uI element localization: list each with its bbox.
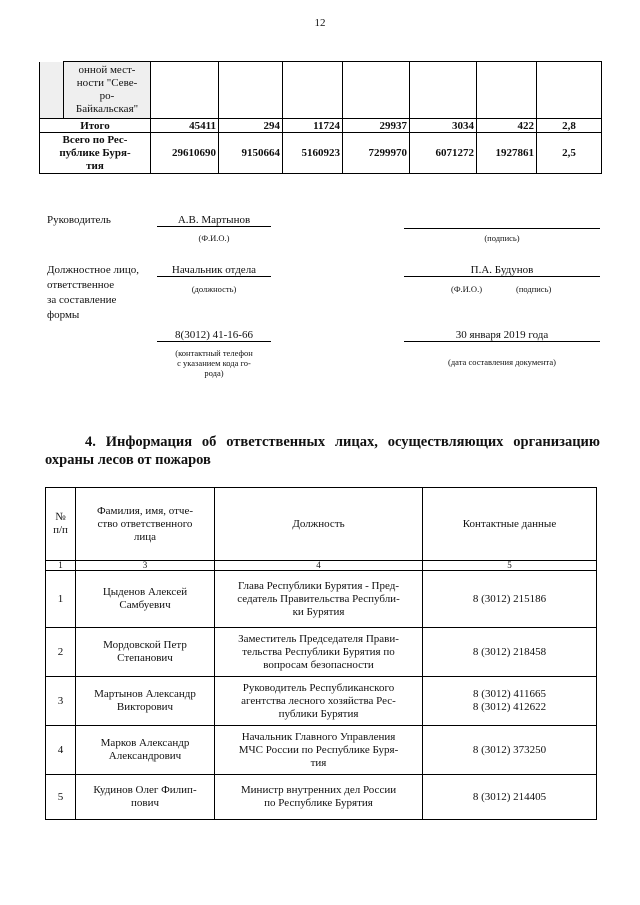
responsible-persons-table [45,487,597,820]
table-cell: 11724 [283,119,343,133]
document-date: 30 января 2019 года [404,329,600,342]
head-signature-line [404,228,600,229]
table-cell: 29937 [343,119,410,133]
table-cell: 1927861 [477,133,537,174]
official-name-caption: (Ф.И.О.) [451,284,483,294]
table-row: 1 Цыденов Алексей Самбуевич Глава Республики Бурятия - Пред- седатель Правительства Республи- ки Бурятия 8 (3012) 215186 [46,571,597,628]
table-row [40,62,602,119]
table-row: 3 Мартынов Александр Викторович Руководитель Республиканского агентства лесного хозяйства Рес- публики Бурятия 8 (3012) 411665 8 (3012) 412622 [46,677,597,726]
date-caption: (дата составления документа) [448,357,556,367]
header-position: Должность [215,488,423,561]
itogo-row [40,119,602,133]
contact-phone: 8(3012) 41-16-66 [157,329,271,342]
total-row [40,133,602,174]
table-cell: 2,5 [537,133,602,174]
table-header-row [46,488,597,561]
head-name-caption: (Ф.И.О.) [198,233,230,243]
official-position: Начальник отдела [157,264,271,277]
table-cell: 294 [219,119,283,133]
table-row: 2 Мордовской Петр Степанович Заместитель Председателя Прави- тельства Республики Бурятия по вопросам безопасности 8 (3012) 218458 [46,628,597,677]
header-name: Фамилия, имя, отче- ство ответственного лица [76,488,215,561]
region-label-continuation: онной мест- ности "Севе- ро- Байкальская" [64,62,151,119]
header-contacts: Контактные данные [423,488,597,561]
table-row: 5 Кудинов Олег Филип- пович Министр внутренних дел России по Республике Бурятия 8 (3012) 214405 [46,775,597,820]
head-label: Руководитель [47,214,111,226]
table-cell: 45411 [151,119,219,133]
official-name: П.А. Будунов [404,264,600,277]
table-cell: 7299970 [343,133,410,174]
itogo-label: Итого [40,119,151,133]
column-number-row: 1 3 4 5 [46,561,597,571]
head-name: А.В. Мартынов [157,214,271,227]
table-row: 4 Марков Александр Александрович Начальник Главного Управления МЧС России по Республике Буря- тия 8 (3012) 373250 [46,726,597,775]
official-position-caption: (должность) [191,284,237,294]
table-cell: 6071272 [410,133,477,174]
section-heading: 4. Информация об ответственных лицах, осуществляющих организацию охраны лесов от пожаров [45,434,600,468]
official-label: Должностное лицо, ответственное за составление формы [47,264,139,321]
header-num: № п/п [46,488,76,561]
table-cell: 2,8 [537,119,602,133]
statistics-table-continuation [39,61,602,174]
page-number: 12 [314,17,326,29]
table-cell: 9150664 [219,133,283,174]
table-cell: 422 [477,119,537,133]
total-label: Всего по Рес- публике Буря- тия [40,133,151,174]
table-cell: 3034 [410,119,477,133]
table-cell: 5160923 [283,133,343,174]
table-cell: 29610690 [151,133,219,174]
official-sign-caption: (подпись) [516,284,552,294]
phone-caption: (контактный телефон с указанием кода го- рода) [175,348,253,378]
head-sign-caption: (подпись) [484,233,520,243]
